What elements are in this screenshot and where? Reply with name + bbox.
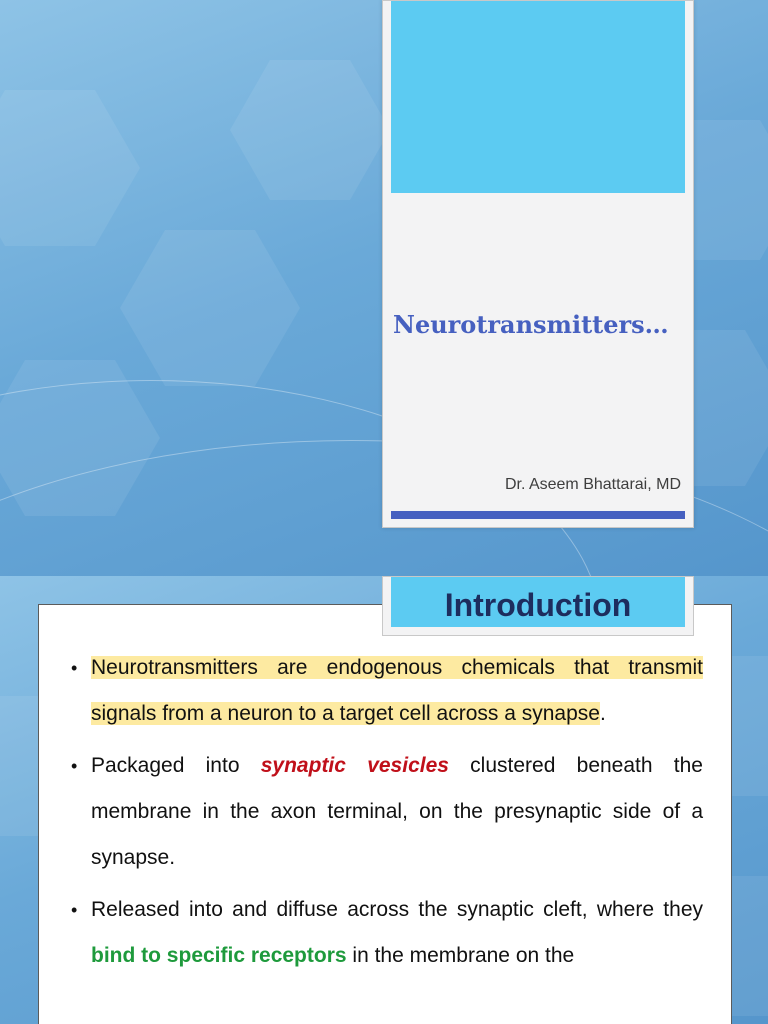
hexagon-decoration (0, 90, 140, 246)
bullet-item (71, 887, 703, 979)
bullet-text-red: synaptic vesicles (260, 754, 449, 777)
bullet-dot: • (71, 756, 78, 776)
bullet-text-green: bind to specific receptors (91, 944, 347, 967)
bullet-text-plain: . (599, 702, 606, 725)
bullet-list (71, 645, 703, 985)
title-color-panel (391, 1, 685, 193)
bullet-dot: • (71, 900, 78, 920)
heading-tab (382, 576, 694, 636)
content-box (38, 604, 732, 1024)
slide-title: Neurotransmitters… (393, 310, 669, 339)
title-card (382, 0, 694, 528)
bullet-text-plain: Packaged into (91, 754, 261, 777)
slide-heading: Introduction (444, 587, 632, 623)
bullet-text-highlight: Neurotransmitters are endogenous chemicals that transmit signals from a neuron to a target cell across a synapse (91, 656, 703, 725)
hexagon-decoration (120, 230, 300, 386)
bullet-text-plain: Released into and diffuse across the synaptic cleft, where they (91, 898, 703, 921)
bullet-item (71, 645, 703, 737)
introduction-slide (0, 576, 768, 1024)
bullet-item (71, 743, 703, 881)
bullet-dot: • (71, 658, 78, 678)
hexagon-decoration (230, 60, 390, 200)
title-accent-bar (391, 511, 685, 519)
bullet-text-plain: in the membrane on the (346, 944, 575, 967)
heading-panel (391, 577, 685, 627)
bullet-text-plain: clustered beneath the membrane in the axon terminal, on the presynaptic side of a synapse. (91, 754, 703, 869)
author-name: Dr. Aseem Bhattarai, MD (504, 476, 681, 493)
